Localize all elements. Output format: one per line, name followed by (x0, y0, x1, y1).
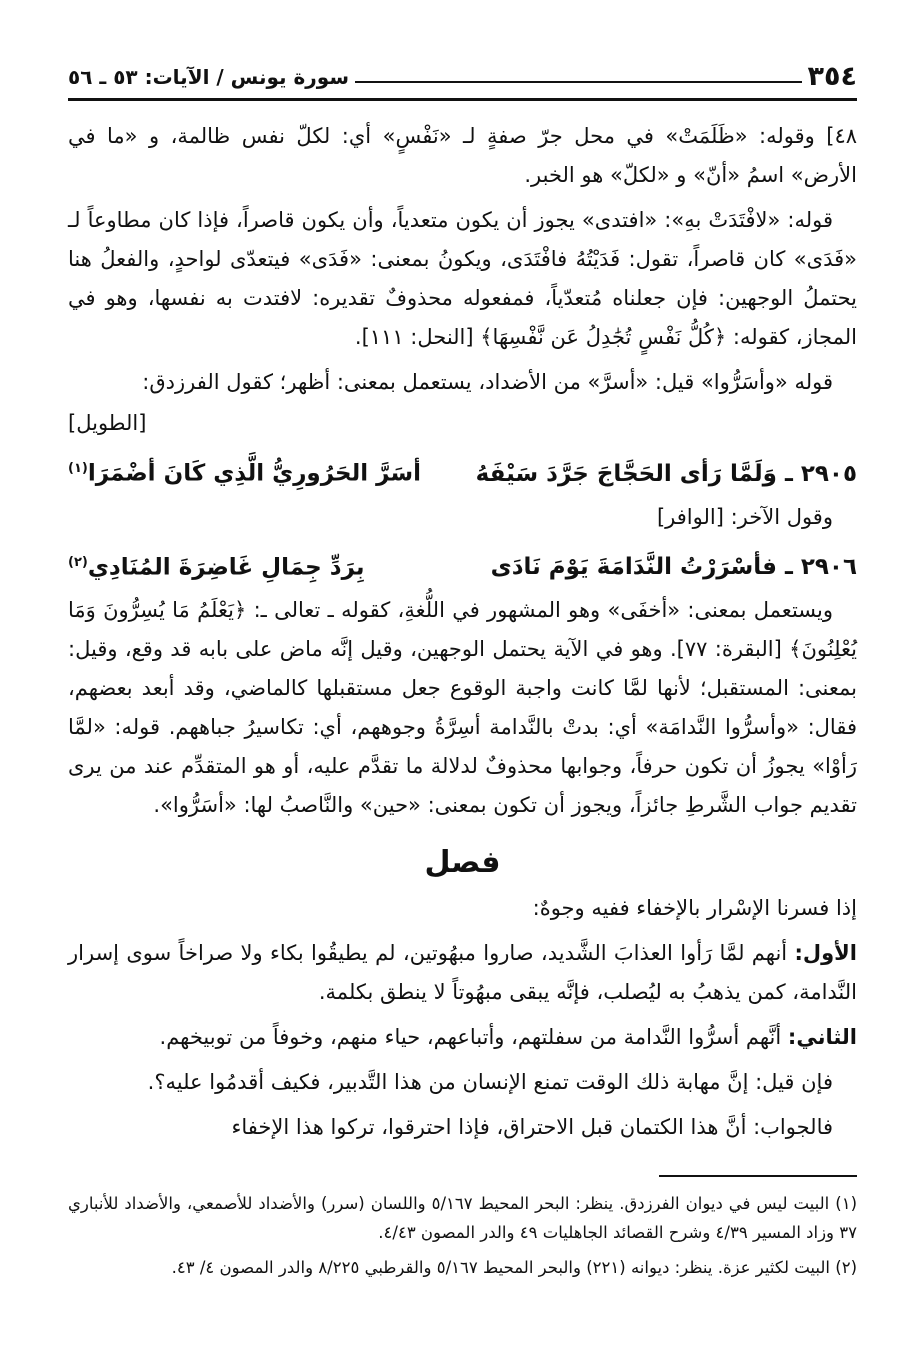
section-heading: فصل (424, 845, 501, 881)
paragraph: ٤٨] وقوله: «ظَلَمَتْ» في محل جرّ صفةٍ لـ «نَفْسٍ» أي: لكلّ نفس ظالمة، و «ما في الأرض» اسمُ «أنّ» و «لكلّ» هو الخبر. (68, 124, 857, 187)
page-number: ٣٥٤ (807, 61, 857, 92)
footnote-ref: (٢) (68, 554, 88, 570)
paragraph: قوله «وأسَرُّوا» قيل: «أسرَّ» من الأضداد، يستعمل بمعنى: أظهر؛ كقول الفرزدق: (142, 370, 833, 394)
verse-line (68, 449, 857, 494)
poetic-meter: [الطويل] (68, 411, 147, 435)
page-body (68, 117, 857, 1147)
paragraph: الثاني: أنَّهم أسرُّوا النَّدامة من سفلتهم، وأتباعهم، حياء منهم، وخوفاً من توبيخهم. (159, 1025, 857, 1050)
verse-hemistich-first: ٢٩٠٦ ـ فأسْرَرْتُ النَّدَامَةَ يَوْمَ نَادَى (490, 554, 857, 581)
verse-line (68, 543, 857, 588)
footnote: (١) البيت ليس في ديوان الفرزدق. ينظر: البحر المحيط ٥/١٦٧ واللسان (سرر) والأضداد للأصمعي، والأضداد للأنباري ٣٧ وزاد المسير ٤/٣٩ وشرح القصائد الجاهليات ٤٩ والدر المصون ٤/٤٣. (68, 1194, 857, 1243)
footnotes (68, 1189, 857, 1282)
verse-hemistich-second: بِرَدِّ جِمَالِ غَاضِرَةَ المُنَادِي$^{(٢)}$ (68, 554, 365, 581)
paragraph: فإن قيل: إنَّ مهابة ذلك الوقت تمنع الإنسان من هذا التَّدبير، فكيف أقدمُوا عليه؟. (147, 1070, 833, 1095)
header-rule (355, 81, 802, 83)
running-title: سورة يونس / الآيات: ٥٣ ـ ٥٦ (68, 65, 349, 89)
paragraph: الأول: أنهم لمَّا رَأوا العذابَ الشَّديد، صاروا مبهُوتين، لم يطيقُوا بكاء ولا صراخاً سوى إسرار النَّدامة، كمن يذهبُ به ليُصلب، فإنَّه يبقى مبهُوتاً لا ينطق بكلمة. (68, 941, 857, 1005)
header-divider (68, 98, 857, 101)
paragraph: وقول الآخر: [الوافر] (656, 504, 833, 529)
verse-number: ٢٩٠٥ ـ (784, 460, 857, 487)
page-header (68, 52, 857, 92)
verse-hemistich-first: ٢٩٠٥ ـ وَلَمَّا رَأى الحَجَّاجَ جَرَّدَ سَيْفَهُ (475, 460, 857, 487)
paragraph: ويستعمل بمعنى: «أخفَى» وهو المشهور في اللُّغةِ، كقوله ـ تعالى ـ: ﴿يَعْلَمُ مَا يُسِرُّونَ وَمَا يُعْلِنُونَ﴾ [البقرة: ٧٧]. وهو في الآية يحتمل الوجهين، وقيل إنَّه ماض على بابه قد وقع، وقيل: بمعنى: المستقبل؛ لأنها لمَّا كانت واجبة الوقوع جعل مستقبلها كالماضي، وقد أبعد بعضهم، فقال: «وأسرُّوا النَّدامَة» أي: بدتْ بالنَّدامة أسِرَّةُ وجوههم، أي: تكاسيرُ جباههم. قوله: «لمَّا رَأوْا» يجوزُ أن تكون حرفاً، وجوابها محذوفٌ لدلالة ما تقدَّم عليه، أو هو المتقدِّم عند من يرى تقديم جواب الشَّرطِ جائزاً، ويجوز أن تكون بمعنى: «حين» والنَّاصبُ لها: «أسَرُّوا». (68, 598, 857, 818)
paragraph: إذا فسرنا الإسْرار بالإخفاء ففيه وجوهٌ: (532, 896, 857, 921)
point-label: الأول: (794, 941, 857, 966)
footnote-ref: (١) (68, 461, 88, 476)
verse-number: ٢٩٠٦ ـ (784, 554, 857, 581)
footnote-separator (659, 1175, 857, 1177)
verse-hemistich-second: أسَرَّ الحَرُورِيُّ الَّذِي كَانَ أضْمَرَا$^{(١)}$ (68, 460, 421, 487)
paragraph: قوله: «لافْتَدَتْ بهِ»: «افتدى» يجوز أن يكون متعدياً، وأن يكون قاصراً، فإذا كان مطاوعاً لـ «فَدَى» كان قاصراً، تقول: فَدَيْتُهُ فافْتَدَى، ويكونُ بمعنى: «فَدَى» فيتعدّى لواحدٍ، والفعلُ هنا يحتملُ الوجهين: فإن جعلناه مُتعدّياً، فمفعوله محذوفٌ تقديره: لافتدت به نفسها، وهو في المجاز، كقوله: ﴿كُلُّ نَفْسٍ تُجَٰدِلُ عَن نَّفْسِهَا﴾ [النحل: ١١١]. (68, 208, 857, 349)
paragraph: فالجواب: أنَّ هذا الكتمان قبل الاحتراق، فإذا احترقوا، تركوا هذا الإخفاء (231, 1115, 833, 1140)
footnote: (٢) البيت لكثير عزة. ينظر: ديوانه (٢٢١) والبحر المحيط ٥/١٦٧ والقرطبي ٨/٢٢٥ والدر المصون ٤/ ٤٣. (171, 1258, 857, 1278)
point-label: الثاني: (787, 1025, 857, 1050)
